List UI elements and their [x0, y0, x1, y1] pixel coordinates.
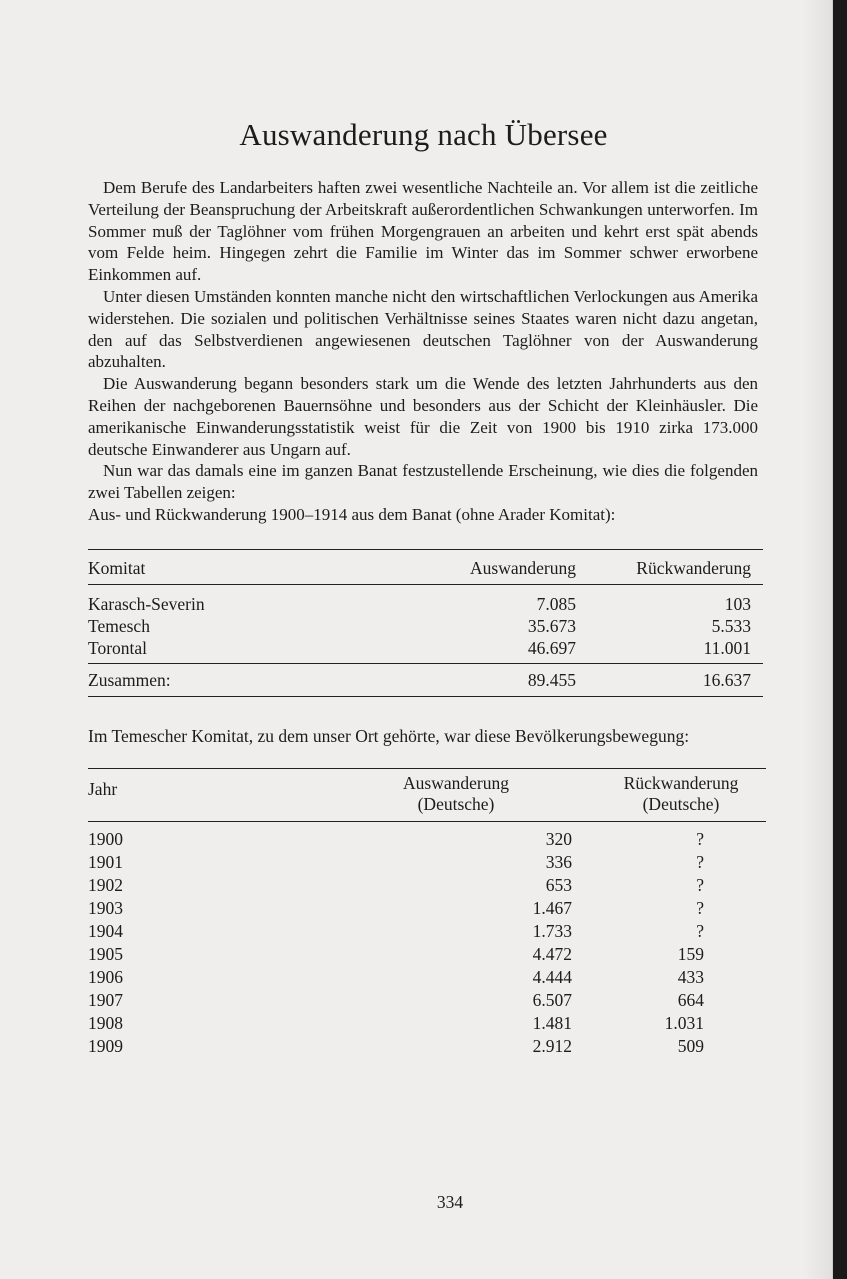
return-cell: 159: [677, 944, 704, 964]
return-cell: 5.533: [711, 616, 751, 636]
year-cell: 1909: [88, 1036, 123, 1056]
table-header-row: [88, 550, 763, 585]
return-cell: ?: [696, 829, 704, 849]
table-row: [88, 943, 766, 966]
page-edge-shadow: [802, 0, 832, 1279]
page-title: Auswanderung nach Übersee: [239, 117, 608, 152]
column-header-emigration: Auswanderung: [470, 558, 576, 578]
emigration-cell: 35.673: [527, 616, 576, 636]
table2-caption: Im Temescher Komitat, zu dem unser Ort gehörte, war diese Bevölkerungsbewegung:: [88, 726, 690, 746]
emigration-cell: 4.444: [532, 967, 572, 987]
header-line: (Deutsche): [417, 794, 495, 814]
body-text: [88, 177, 758, 526]
column-header-return: Rückwanderung: [636, 558, 751, 578]
year-cell: 1903: [88, 898, 123, 918]
emigration-cell: 653: [545, 875, 572, 895]
emigration-cell: 4.472: [532, 944, 572, 964]
emigration-cell: 7.085: [536, 594, 576, 614]
column-header-return: [596, 769, 766, 822]
return-cell: 509: [677, 1036, 704, 1056]
column-header-year: Jahr: [88, 779, 118, 799]
year-cell: 1907: [88, 990, 123, 1010]
emigration-cell: 6.507: [532, 990, 572, 1010]
table-row: [88, 874, 766, 897]
column-header-county: Komitat: [88, 558, 146, 578]
emigration-cell: 1.467: [532, 898, 572, 918]
total-emigration: 89.455: [527, 670, 576, 690]
year-cell: 1904: [88, 921, 123, 941]
emigration-cell: 1.481: [532, 1013, 572, 1033]
table-row: [88, 637, 763, 664]
table-row: [88, 1012, 766, 1035]
year-cell: 1908: [88, 1013, 123, 1033]
emigration-cell: 46.697: [527, 638, 576, 658]
return-cell: ?: [696, 921, 704, 941]
year-cell: 1902: [88, 875, 123, 895]
county-cell: Torontal: [88, 638, 148, 658]
return-cell: ?: [696, 898, 704, 918]
county-cell: Karasch-Severin: [88, 594, 205, 614]
return-cell: 433: [677, 967, 704, 987]
return-cell: ?: [696, 852, 704, 872]
table-row: [88, 966, 766, 989]
county-cell: Temesch: [88, 616, 150, 636]
emigration-cell: 2.912: [532, 1036, 572, 1056]
table-row: [88, 615, 763, 637]
year-cell: 1905: [88, 944, 123, 964]
header-line: Auswanderung: [403, 773, 509, 793]
return-cell: 11.001: [703, 638, 751, 658]
table-row: [88, 822, 766, 852]
table-header-row: [88, 769, 766, 822]
paragraph: Dem Berufe des Landarbeiters haften zwei wesentliche Nachteile an. Vor allem ist die zeitliche Verteilung der Beanspruchung der Arbeitskraft außerordentlichen Schwankungen unterworfen. Im Sommer muß der Taglöhner vom frühen Morgengrauen an arbeiten und kehrt erst spät abends vom Felde heim. Hingegen zehrt die Familie im Winter das im Sommer schwer erworbene Einkommen auf.: [88, 178, 758, 285]
table-row: [88, 851, 766, 874]
paragraph: Nun war das damals eine im ganzen Banat festzustellende Erscheinung, wie dies die folgenden zwei Tabellen zeigen:: [88, 461, 758, 503]
year-cell: 1900: [88, 829, 123, 849]
year-cell: 1901: [88, 852, 123, 872]
paragraph: Unter diesen Umständen konnten manche nicht den wirtschaftlichen Verlockungen aus Amerika widerstehen. Die sozialen und politischen Verhältnisse seines Staates waren nicht dazu angetan, den auf das Selbstverdienen angewiesenen deutschen Taglöhner von der Auswanderung abzuhalten.: [88, 286, 758, 372]
table1-caption: Aus- und Rückwanderung 1900–1914 aus dem Banat (ohne Arader Komitat):: [88, 504, 616, 524]
total-return: 16.637: [702, 670, 751, 690]
table-row: [88, 989, 766, 1012]
paragraph: Die Auswanderung begann besonders stark um die Wende des letzten Jahrhunderts aus den Reihen der nachgeborenen Bauernsöhne und besonders aus der Schicht der Kleinhäusler. Die amerikanische Einwanderungsstatistik weist für die Zeit von 1900 bis 1910 zirka 173.000 deutsche Einwanderer aus Ungarn auf.: [88, 374, 758, 459]
header-line: (Deutsche): [642, 794, 720, 814]
table-row: [88, 585, 763, 616]
return-cell: 664: [677, 990, 704, 1010]
table-row: [88, 1035, 766, 1058]
emigration-cell: 320: [545, 829, 572, 849]
column-header-emigration: [356, 769, 596, 822]
emigration-cell: 1.733: [532, 921, 572, 941]
return-cell: 1.031: [664, 1013, 704, 1033]
total-row: [88, 664, 763, 697]
year-cell: 1906: [88, 967, 123, 987]
page-number: 334: [436, 1192, 464, 1212]
return-cell: 103: [724, 594, 751, 614]
temesch-yearly-table: [88, 768, 766, 1058]
total-label: Zusammen:: [88, 670, 171, 690]
emigration-cell: 336: [545, 852, 572, 872]
table-row: [88, 920, 766, 943]
header-line: Rückwanderung: [623, 773, 739, 793]
table-row: [88, 897, 766, 920]
emigration-by-county-table: [88, 549, 763, 697]
return-cell: ?: [696, 875, 704, 895]
